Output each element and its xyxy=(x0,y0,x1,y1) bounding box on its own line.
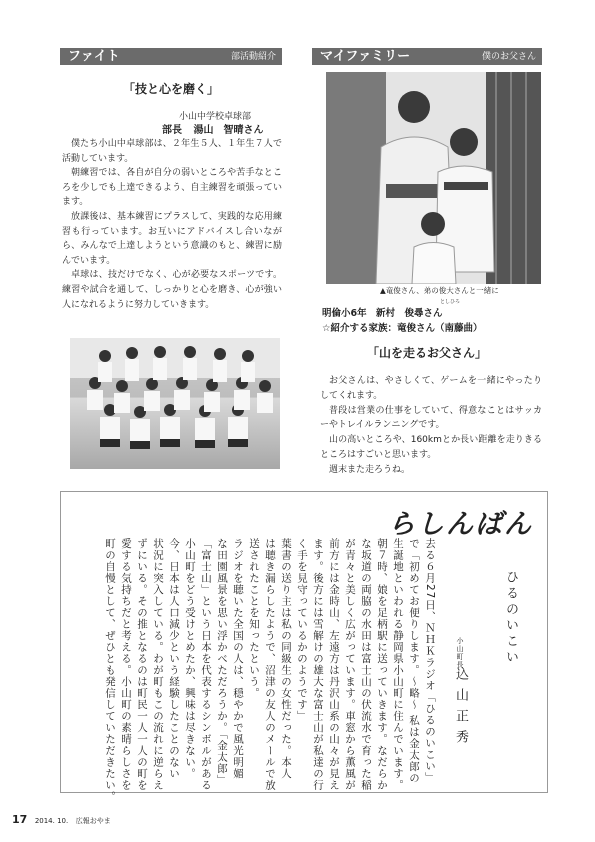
section-title: ファイト xyxy=(68,49,120,64)
paragraph: 普段は営業の仕事をしていて、得意なことはサッカーやトレイルランニングです。 xyxy=(320,405,542,431)
author-name: 湯山 智晴さん xyxy=(193,125,264,136)
paragraph: 週末また走ろうね。 xyxy=(329,464,411,475)
student-line xyxy=(322,305,442,319)
paragraph: 僕たち小山中卓球部は、２年生５人、１年生７人で活動しています。 xyxy=(62,139,282,164)
section-header-fight xyxy=(60,48,282,65)
section-title: マイファミリー xyxy=(320,49,411,64)
column-line: な田園風景を思い浮かべただろうか。「金太郎」 xyxy=(216,538,228,786)
student-ruby: としひろ xyxy=(440,299,461,305)
column-logo: らしんばん xyxy=(388,509,533,540)
paragraph: お父さんは、やさしくて、ゲームを一緒にやったりしてくれます。 xyxy=(320,376,542,401)
article-title: 「山を走るお父さん」 xyxy=(366,346,487,360)
column-line: 愛する気持ちだと考える。小山町の素晴らしさを xyxy=(120,538,132,791)
column-line: く手を見守っているかのようです」 xyxy=(296,538,308,722)
author-line xyxy=(162,121,263,136)
column-line: で「初めてお便りします。～略～ 私は金太郎の xyxy=(408,538,420,784)
student-name: 新村 俊尋さん xyxy=(375,308,443,319)
issue-date: 2014. 10. xyxy=(34,817,69,825)
column-line: 生誕地といわれる静岡県小山町に住んでいます。 xyxy=(392,538,404,791)
author-name: 込山正秀 xyxy=(453,667,468,751)
column-line: 朝７時、娘を足柄駅に送っていきます。なだらか xyxy=(376,538,388,791)
column-line: 状況に突入している。わが町もこの流れに逆らえ xyxy=(152,538,164,791)
column-line: ます。後方には雪解けの雄大な富士山が私達の行 xyxy=(312,538,324,791)
family-photo xyxy=(326,72,541,284)
column-line: は聴き漏らしたようで、沼津の友人のメールで放 xyxy=(264,538,276,791)
column-title: ひるのいこい xyxy=(503,570,518,666)
club-name: 小山中学校卓球部 xyxy=(178,112,251,122)
paragraph: 山の高いところや、160kmとか長い距離を走りきるところはすごいと思います。 xyxy=(320,435,542,460)
column-line: な坂道の両脇の水田は富士山の伏流水で育った稲 xyxy=(360,538,372,791)
column-line: 「富士山」という日本を代表するシンボルがある xyxy=(200,538,212,791)
article-title: 「技と心を磨く」 xyxy=(122,82,219,96)
page-number: 17 xyxy=(12,813,28,826)
column-line: ラジオを聴いた全国の人は、穏やかで風光明媚 xyxy=(232,538,244,780)
family-intro: ☆紹介する家族：竜俊さん（南藤曲） xyxy=(322,323,483,334)
column-line: 送されたことを知ったという。 xyxy=(248,538,260,699)
article-body xyxy=(320,374,542,478)
author-role: 小山町長 xyxy=(456,637,464,669)
rashinban-column xyxy=(60,491,548,803)
photo-caption: ▲竜俊さん、弟の俊大さんと一緒に xyxy=(380,286,499,295)
author-role: 部長 xyxy=(162,125,182,136)
column-line: 小山町をどう受けとめたか、興味は尽きない。 xyxy=(184,538,196,780)
paragraph: 朝練習では、各自が自分の弱いところや苦手なところを少しでも上達できるよう、自主練習を頑張っています。 xyxy=(62,168,282,208)
section-subtitle: 部活動紹介 xyxy=(230,52,276,62)
column-line: 今、日本は人口減少という経験したことのない xyxy=(168,538,180,780)
footer xyxy=(12,813,111,826)
student-school: 明倫小6年 xyxy=(322,308,367,319)
column-line: 前方には金時山、左遠方は丹沢山系の山々が見え xyxy=(328,538,340,791)
article-body xyxy=(62,137,282,312)
section-subtitle: 僕のお父さん xyxy=(481,52,536,62)
paragraph: 放課後は、基本練習にプラスして、実践的な応用練習も行っています。お互いにアドバイスし合いながら、みんなで上達しようという意識のもと、練習に励んでいます。 xyxy=(62,211,282,266)
team-photo xyxy=(70,338,280,469)
publication-name: 広報おやま xyxy=(75,817,111,825)
column-line: 去る６月27日、ＮＨＫラジオ「ひるのいこい」 xyxy=(424,538,436,784)
paragraph: 卓球は、技だけでなく、心が必要なスポーツです。練習や試合を通して、しっかりと心を磨き、心が強い人になれるように努力していきます。 xyxy=(62,270,282,310)
column-line: 葉書の送り主は私の同級生の女性だった。本人 xyxy=(280,538,292,780)
column-line: ずにいる。その推となるのは町民一人一人の町を xyxy=(136,538,148,791)
column-line: が青々と美しく広がっています。車窓から薫風が xyxy=(344,538,356,791)
column-line: 町の自慢として、ぜひとも発信していただきたい。 xyxy=(104,538,116,803)
section-header-family xyxy=(312,48,542,65)
